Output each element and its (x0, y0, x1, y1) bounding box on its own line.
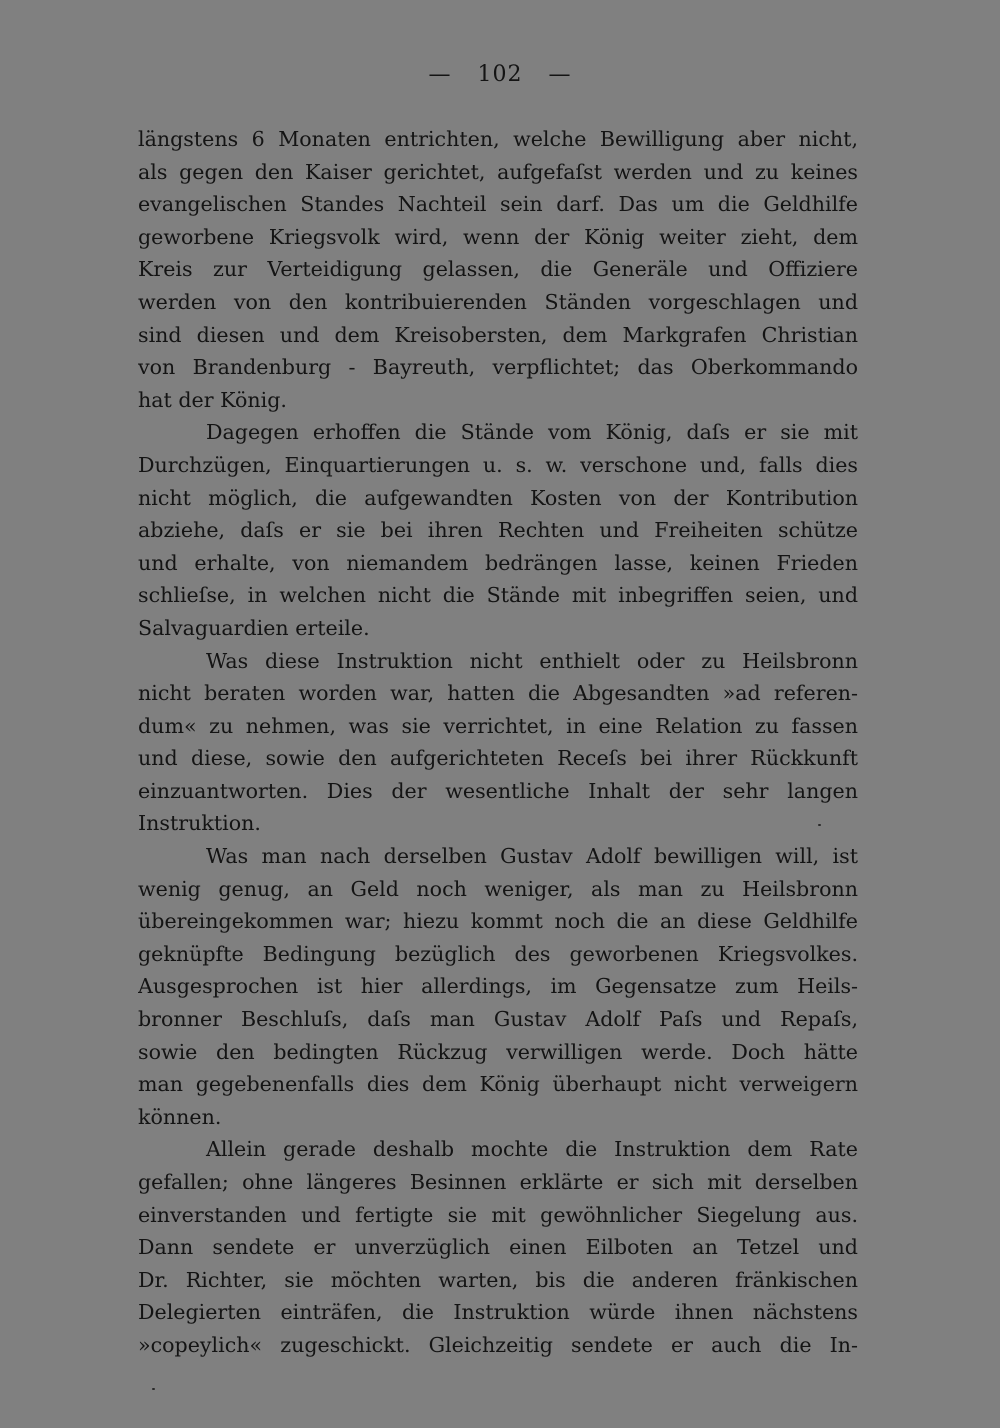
text-line: hat der König. (138, 387, 287, 412)
body-text (138, 123, 858, 1362)
text-line: gefallen; ohne längeres Besinnen erklärte er sich mit derselben (138, 1170, 858, 1194)
text-line: als gegen den Kaiser gerichtet, aufgefaſst werden und zu keines (138, 159, 858, 184)
text-line: sind diesen und dem Kreisobersten, dem Markgrafen Christian (138, 322, 858, 347)
text-line: längstens 6 Monaten entrichten, welche Bewilligung aber nicht, (138, 127, 858, 151)
page-number: 102 (477, 62, 523, 87)
text-line: nicht beraten worden war, hatten die Abgesandten »ad referen- (138, 681, 858, 706)
text-line: und erhalte, von niemandem bedrängen lasse, keinen Frieden (138, 550, 858, 575)
text-line: Was man nach derselben Gustav Adolf bewilligen will, ist (206, 844, 858, 869)
header-dash-left: — (428, 62, 452, 87)
text-line: »copeylich« zugeschickt. Gleichzeitig sendete er auch die In- (138, 1332, 858, 1357)
text-line: Delegierten einträfen, die Instruktion würde ihnen nächstens (138, 1300, 858, 1325)
text-line: Allein gerade deshalb mochte die Instruktion dem Rate (206, 1137, 858, 1162)
text-line: können. (138, 1104, 222, 1129)
header-dash-right: — (548, 62, 572, 87)
text-line: dum« zu nehmen, was sie verrichtet, in eine Relation zu fassen (138, 713, 858, 738)
text-line: wenig genug, an Geld noch weniger, als man zu Heilsbronn (138, 876, 858, 901)
text-line: werden von den kontribuierenden Ständen vorgeschlagen und (138, 289, 858, 314)
text-line: nicht möglich, die aufgewandten Kosten von der Kontribution (138, 485, 858, 510)
text-line: Dagegen erhoffen die Stände vom König, daſs er sie mit (206, 420, 858, 445)
text-line: Salvaguardien erteile. (138, 615, 370, 640)
text-line: Kreis zur Verteidigung gelassen, die Generäle und Offiziere (138, 257, 858, 282)
text-line: und diese, sowie den aufgerichteten Receſs bei ihrer Rückkunft (138, 746, 858, 771)
text-line: evangelischen Standes Nachteil sein darf. Das um die Geldhilfe (138, 192, 858, 217)
text-line: einverstanden und fertigte sie mit gewöhnlicher Siegelung aus. (138, 1202, 858, 1227)
text-line: man gegebenenfalls dies dem König überhaupt nicht verweigern (138, 1072, 858, 1097)
text-line: einzuantworten. Dies der wesentliche Inhalt der sehr langen (138, 778, 858, 803)
text-line: Was diese Instruktion nicht enthielt oder zu Heilsbronn (206, 648, 858, 673)
text-line: Instruktion. (138, 811, 261, 836)
text-line: von Brandenburg - Bayreuth, verpflichtet; das Oberkommando (138, 355, 858, 380)
scan-speck (818, 824, 821, 826)
text-line: geworbene Kriegsvolk wird, wenn der König weiter zieht, dem (138, 224, 858, 249)
page-header (0, 62, 1000, 87)
text-line: schlieſse, in welchen nicht die Stände mit inbegriffen seien, und (138, 583, 858, 608)
scan-speck (152, 1388, 155, 1390)
text-line: abziehe, daſs er sie bei ihren Rechten und Freiheiten schütze (138, 518, 858, 543)
text-line: Durchzügen, Einquartierungen u. s. w. verschone und, falls dies (138, 452, 858, 477)
text-line: sowie den bedingten Rückzug verwilligen werde. Doch hätte (138, 1039, 858, 1064)
text-line: übereingekommen war; hiezu kommt noch die an diese Geldhilfe (138, 909, 858, 934)
text-line: bronner Beschluſs, daſs man Gustav Adolf Paſs und Repaſs, (138, 1007, 858, 1032)
text-line: geknüpfte Bedingung bezüglich des geworbenen Kriegsvolkes. (138, 941, 858, 966)
text-line: Ausgesprochen ist hier allerdings, im Gegensatze zum Heils- (138, 974, 858, 999)
text-line: Dann sendete er unverzüglich einen Eilboten an Tetzel und (138, 1235, 858, 1260)
text-line: Dr. Richter, sie möchten warten, bis die anderen fränkischen (138, 1267, 858, 1292)
